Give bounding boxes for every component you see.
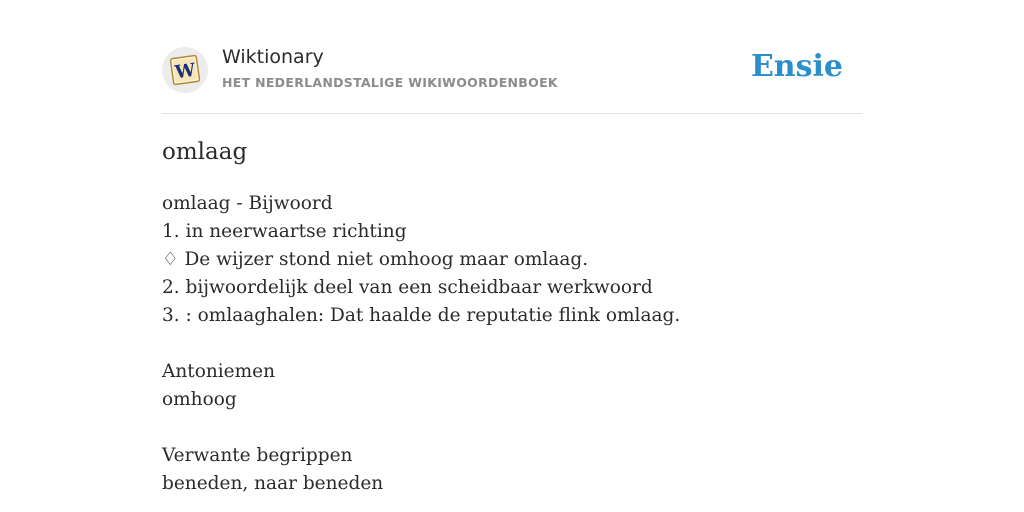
entry-content: [162, 136, 862, 498]
entry-line: 2. bijwoordelijk deel van een scheidbaar werkwoord: [162, 277, 653, 298]
entry-line: omlaag - Bijwoord: [162, 193, 333, 214]
site-name[interactable]: Wiktionary: [222, 46, 324, 68]
entry-line: 1. in neerwaartse richting: [162, 221, 407, 242]
related-heading: Verwante begrippen: [162, 445, 353, 466]
entry-title: omlaag: [162, 139, 248, 165]
antonyms-value: omhoog: [162, 389, 237, 410]
spacer: [162, 330, 862, 358]
logo-letter: W: [173, 59, 197, 84]
entry-line: 3. : omlaaghalen: Dat haalde de reputatie flink omlaag.: [162, 305, 681, 326]
antonyms-heading: Antoniemen: [162, 361, 276, 382]
ensie-brand-link[interactable]: Ensie: [750, 49, 843, 84]
site-header: [162, 40, 862, 114]
spacer: [162, 414, 862, 442]
site-tagline: HET NEDERLANDSTALIGE WIKIWOORDENBOEK: [222, 75, 558, 90]
entry-line: ♢ De wijzer stond niet omhoog maar omlaag.: [162, 249, 589, 270]
wiktionary-logo-icon[interactable]: [162, 47, 208, 93]
related-value: beneden, naar beneden: [162, 473, 384, 494]
entry-definition: [162, 190, 862, 498]
